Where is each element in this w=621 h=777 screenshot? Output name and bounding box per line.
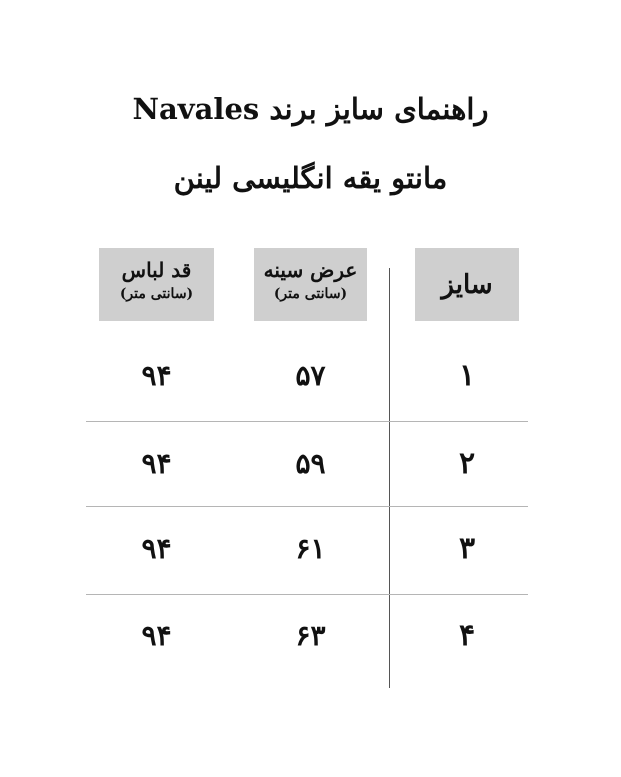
header-chest-unit: (سانتی متر) — [273, 286, 348, 302]
table-row — [0, 529, 621, 569]
chest-cell: ۶۳ — [295, 619, 326, 652]
chest-cell: ۵۹ — [295, 447, 326, 480]
length-cell: ۹۴ — [141, 447, 172, 480]
header-garment-length — [99, 248, 214, 321]
table-row — [0, 356, 621, 396]
header-chest-width — [254, 248, 367, 321]
chest-cell: ۶۱ — [295, 532, 326, 565]
chest-cell: ۵۷ — [295, 359, 326, 392]
length-cell: ۹۴ — [141, 532, 172, 565]
size-cell: ۴ — [458, 618, 476, 653]
size-cell: ۱ — [458, 358, 476, 393]
header-size — [415, 248, 519, 321]
header-length-label: قد لباس — [121, 258, 192, 282]
row-divider — [86, 594, 528, 595]
length-cell: ۹۴ — [141, 359, 172, 392]
header-length-unit: (سانتی متر) — [119, 286, 194, 302]
header-size-label: سایز — [441, 269, 493, 300]
row-divider — [86, 421, 528, 422]
header-chest-label: عرض سینه — [263, 258, 358, 282]
length-cell: ۹۴ — [141, 619, 172, 652]
size-cell: ۲ — [458, 446, 476, 481]
row-divider — [86, 506, 528, 507]
table-row — [0, 616, 621, 656]
size-cell: ۳ — [458, 531, 476, 566]
product-subtitle: مانتو یقه انگلیسی لینن — [173, 161, 448, 195]
page-title: راهنمای سایز برند Navales — [132, 92, 489, 126]
table-row — [0, 444, 621, 484]
